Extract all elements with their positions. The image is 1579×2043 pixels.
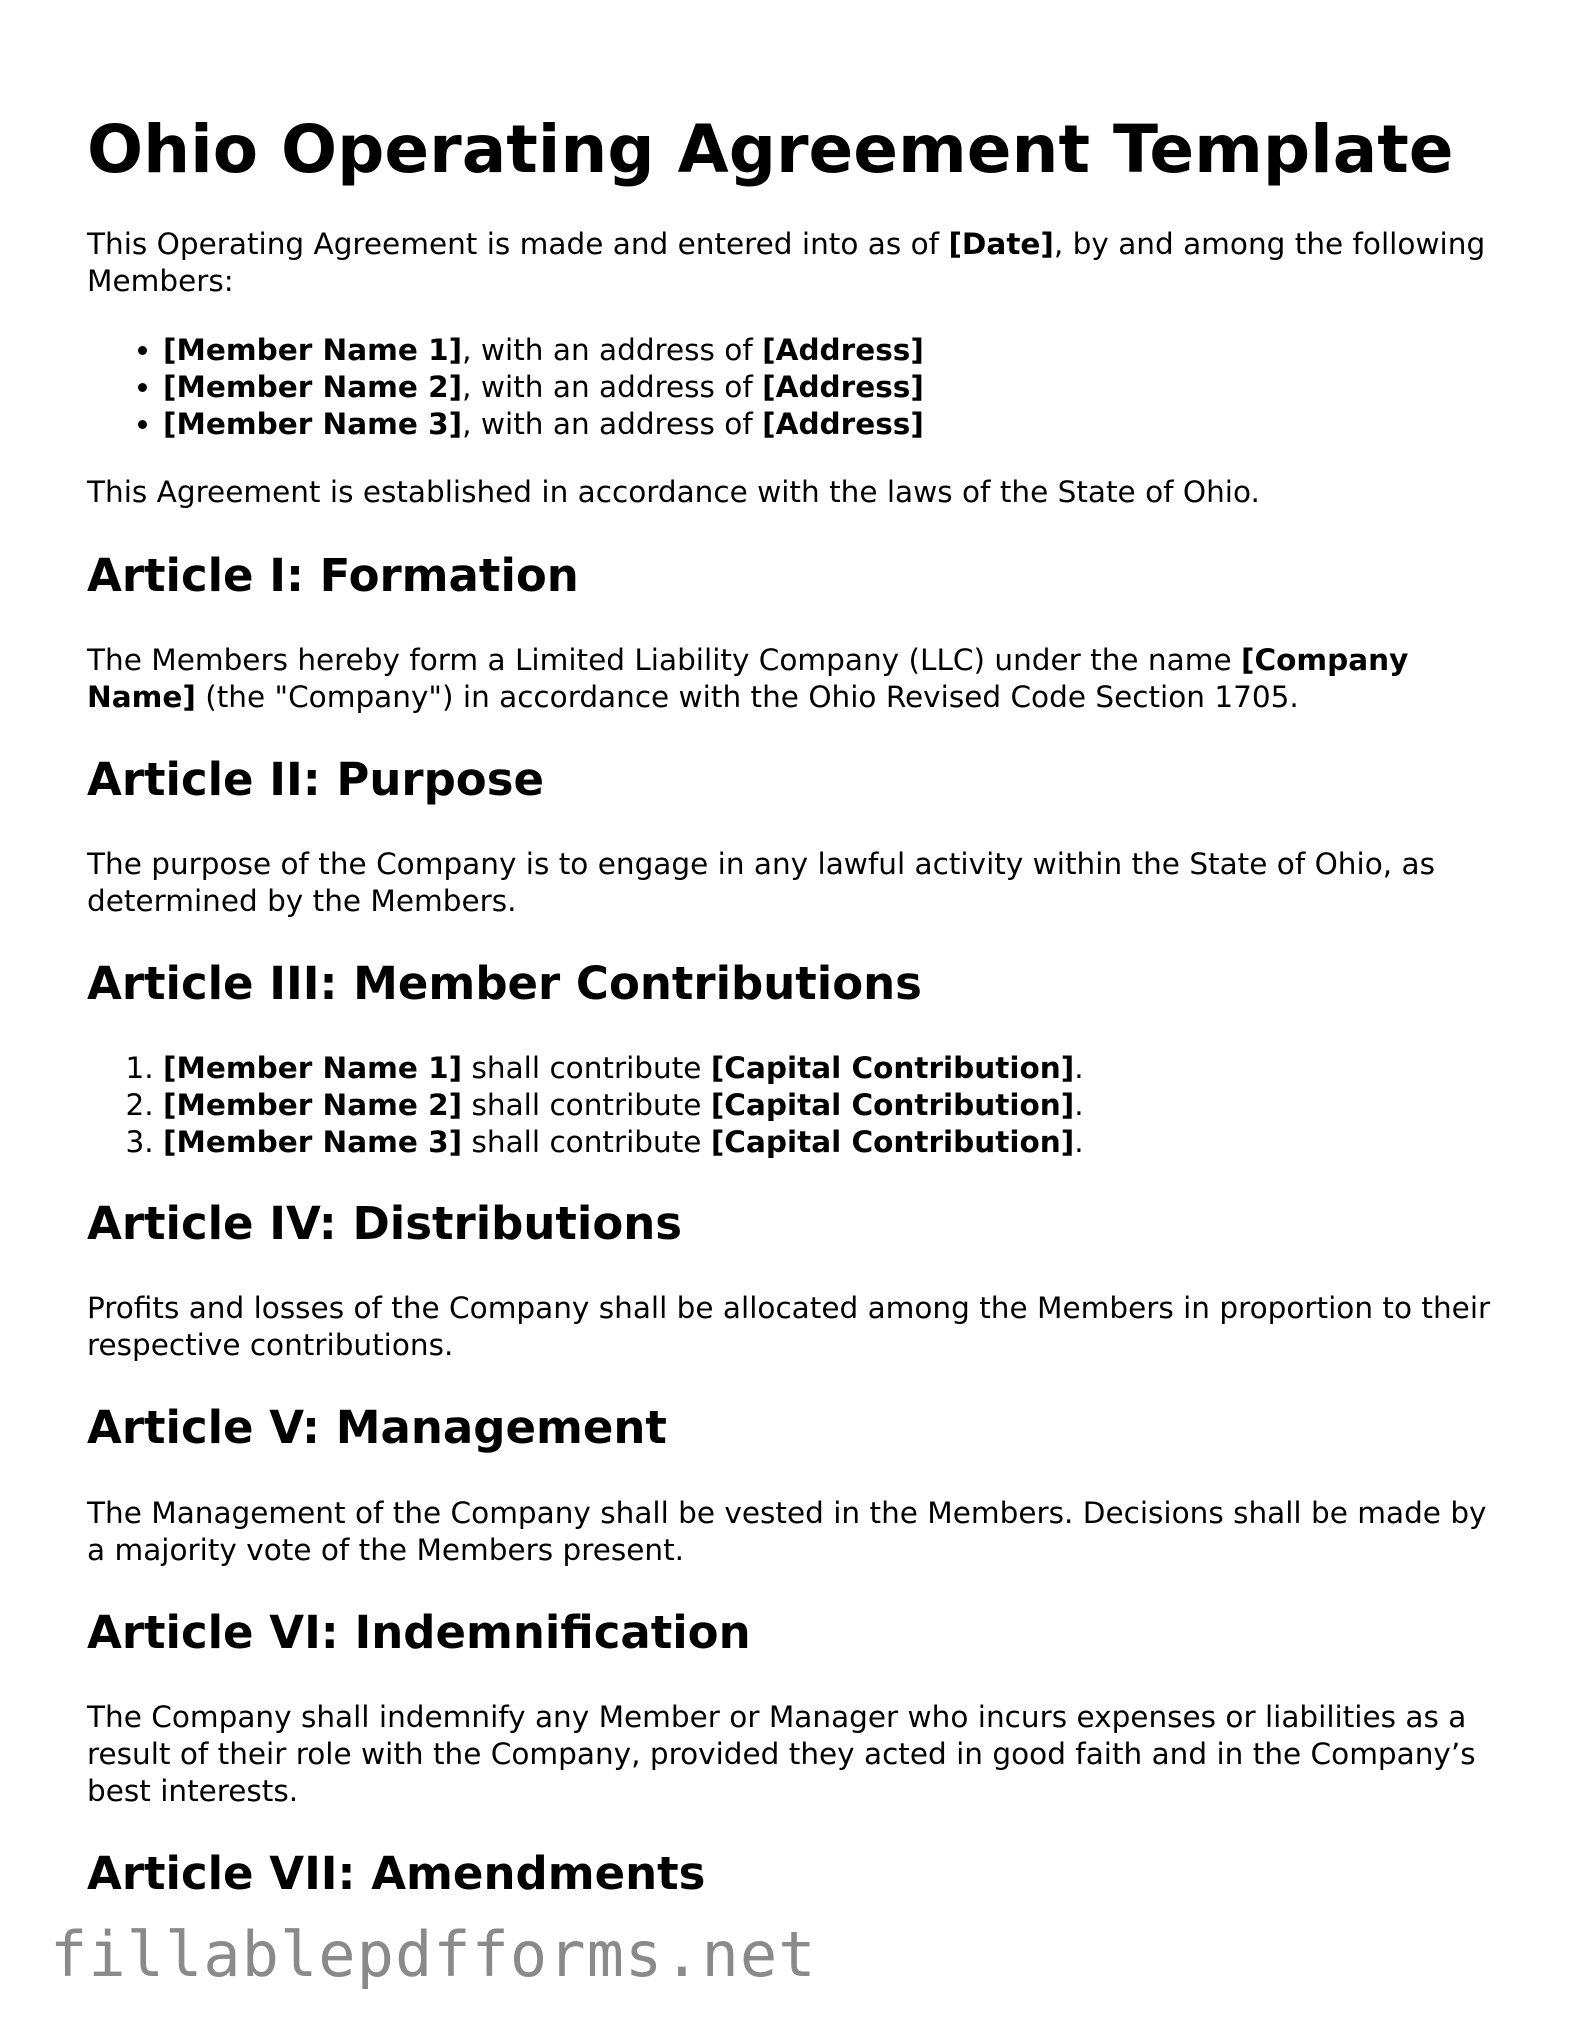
article-6-text: The Company shall indemnify any Member or Manager who incurs expenses or liabilities as a result of their role with the Company, provided they acted in good faith and in the Company’s best interests. <box>87 1700 1476 1808</box>
article-4-text: Profits and losses of the Company shall be allocated among the Members in proportion to their respective contributions. <box>87 1291 1491 1362</box>
intro-paragraph: This Operating Agreement is made and entered into as of [Date], by and among the following Members: <box>87 227 1486 298</box>
date-placeholder: [Date] <box>948 227 1054 261</box>
article-4-heading: Article IV: Distributions <box>87 1197 683 1250</box>
contribution-list <box>87 1050 1507 1161</box>
article-5-heading: Article V: Management <box>87 1401 667 1454</box>
law-statement: This Agreement is established in accordance with the laws of the State of Ohio. <box>87 475 1260 509</box>
article-7-heading: Article VII: Amendments <box>87 1847 706 1900</box>
list-item: • [Member Name 2], with an address of [Address] <box>163 369 1507 406</box>
member-list <box>87 332 1507 443</box>
article-3-heading: Article III: Member Contributions <box>87 957 922 1010</box>
list-item: 3. [Member Name 3] shall contribute [Capital Contribution]. <box>163 1124 1507 1161</box>
list-item: 2. [Member Name 2] shall contribute [Capital Contribution]. <box>163 1087 1507 1124</box>
article-1-heading: Article I: Formation <box>87 549 579 602</box>
list-item: 1. [Member Name 1] shall contribute [Capital Contribution]. <box>163 1050 1507 1087</box>
company-name-placeholder: [Company Name] <box>87 643 1409 714</box>
article-1-text: The Members hereby form a Limited Liability Company (LLC) under the name [Company Name] (the "Company") in accordance with the Ohio Revised Code Section 1705. <box>87 643 1409 714</box>
watermark: fillablepdfforms.net <box>50 1918 817 1991</box>
article-6-heading: Article VI: Indemnification <box>87 1606 751 1659</box>
article-2-text: The purpose of the Company is to engage in any lawful activity within the State of Ohio, as determined by the Members. <box>87 847 1435 918</box>
article-5-text: The Management of the Company shall be vested in the Members. Decisions shall be made by a majority vote of the Members present. <box>87 1496 1487 1567</box>
article-2-heading: Article II: Purpose <box>87 753 545 806</box>
page-title: Ohio Operating Agreement Template <box>87 111 1454 188</box>
list-item: • [Member Name 1], with an address of [Address] <box>163 332 1507 369</box>
list-item: • [Member Name 3], with an address of [Address] <box>163 406 1507 443</box>
